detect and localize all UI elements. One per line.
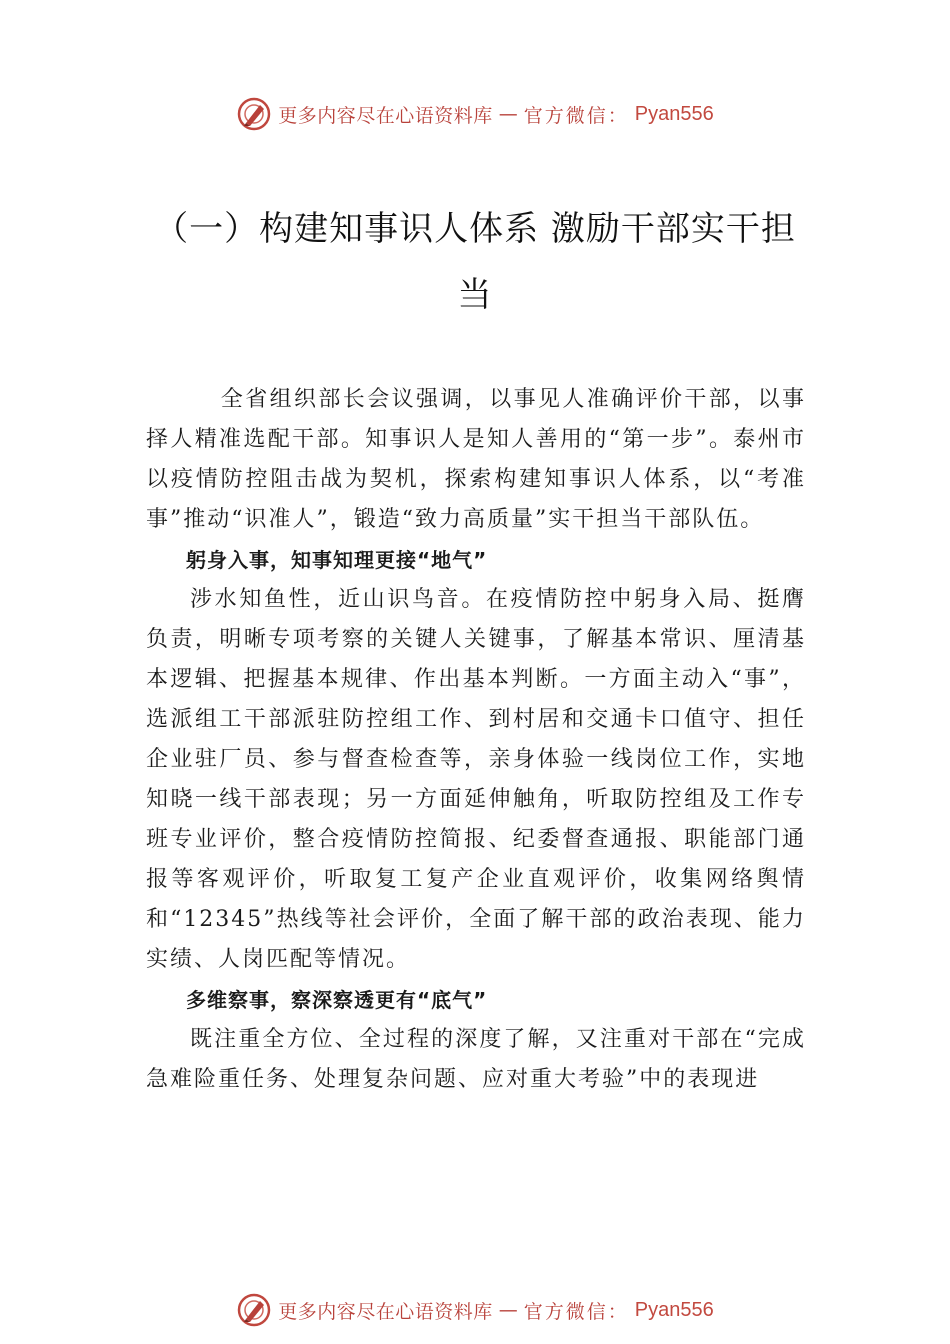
footer-banner (0, 1290, 950, 1330)
banner-title: 更多内容尽在心语资料库 (278, 104, 493, 127)
banner-wechat-label: 官方微信： (523, 1300, 629, 1323)
banner-title: 更多内容尽在心语资料库 (278, 1300, 493, 1323)
document-title: （一）构建知事识人体系 激励干部实干担当 (154, 209, 796, 315)
banner-wechat-id: Pyan556 (634, 102, 714, 125)
subheading: 躬身入事，知事知理更接“地气” (186, 548, 488, 572)
body-paragraph: 既注重全方位、全过程的深度了解，又注重对干部在“完成急难险重任务、处理复杂问题、应对重大考验”中的表现进 (146, 1027, 806, 1092)
banner-wechat-id: Pyan556 (634, 1298, 714, 1321)
body-paragraph: 涉水知鱼性，近山识鸟音。在疫情防控中躬身入局、挺膺负责，明晰专项考察的关键人关键事，了解基本常识、厘清基本逻辑、把握基本规律、作出基本判断。一方面主动入“事”，选派组工干部派驻防控组工作、到村居和交通卡口值守、担任企业驻厂员、参与督查检查等，亲身体验一线岗位工作，实地知晓一线干部表现；另一方面延伸触角，听取防控组及工作专班专业评价，整合疫情防控简报、纪委督查通报、职能部门通报等客观评价，听取复工复产企业直观评价，收集网络舆情和“12345”热线等社会评价，全面了解干部的政治表现、能力实绩、人岗匹配等情况。 (146, 587, 806, 972)
header-banner (0, 94, 950, 134)
document-body (146, 380, 806, 1100)
pen-nib-logo-icon (236, 96, 272, 132)
body-paragraph: 全省组织部长会议强调，以事见人准确评价干部，以事择人精准选配干部。知事识人是知人善用的“第一步”。泰州市以疫情防控阻击战为契机，探索构建知事识人体系，以“考准事”推动“识准人”，锻造“致力高质量”实干担当干部队伍。 (146, 387, 806, 532)
banner-wechat-label: 官方微信： (523, 104, 629, 127)
pen-nib-logo-icon (236, 1292, 272, 1328)
subheading: 多维察事，察深察透更有“底气” (186, 988, 488, 1012)
banner-separator: — (498, 1299, 518, 1321)
banner-separator: — (498, 103, 518, 125)
